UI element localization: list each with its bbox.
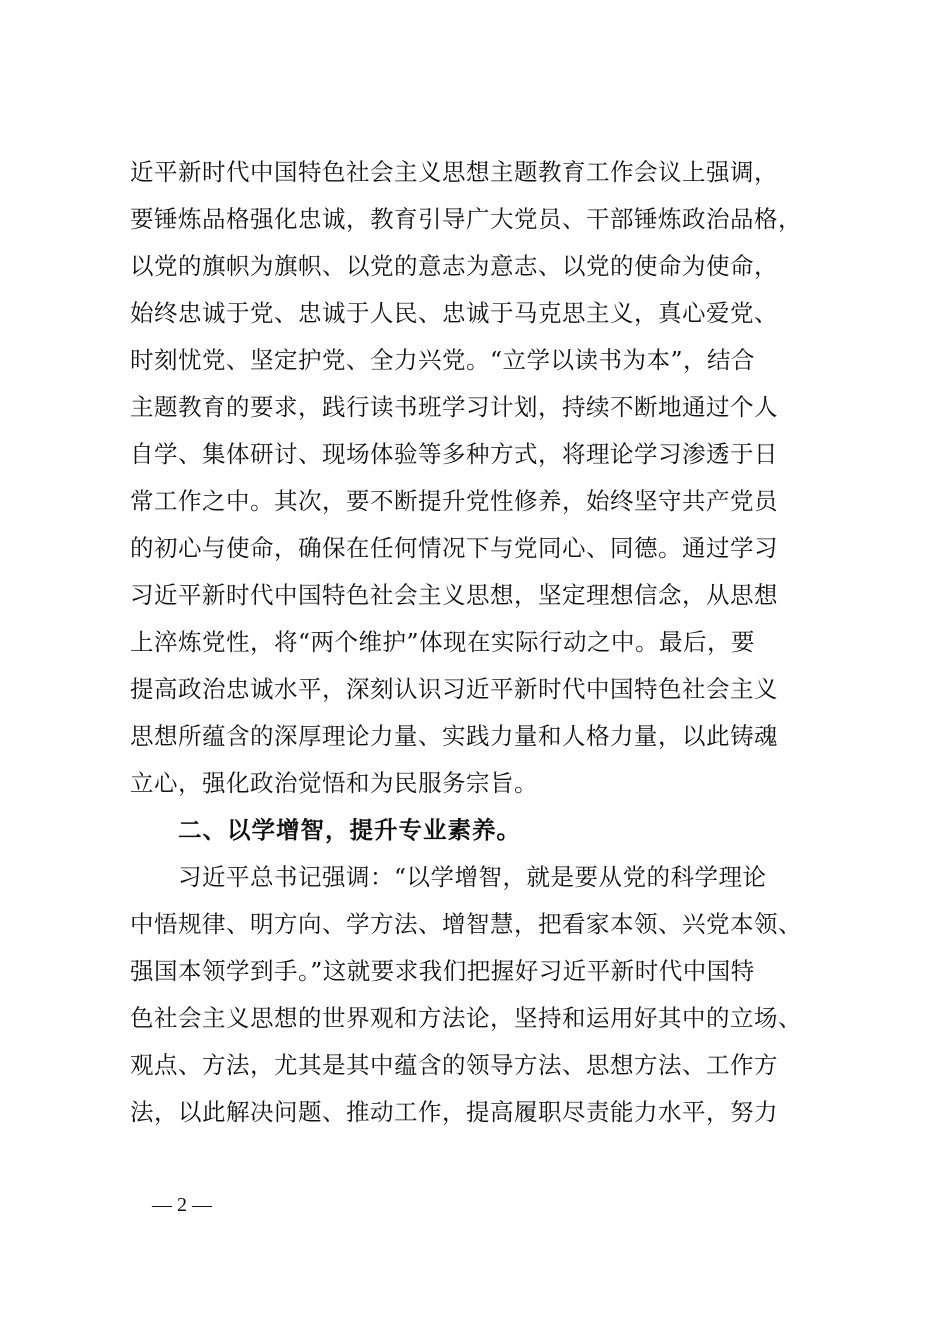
text-line: 提高政治忠诚水平，深刻认识习近平新时代中国特色社会主义	[130, 675, 778, 703]
text-line: 立心，强化政治觉悟和为民服务宗旨。	[130, 769, 538, 797]
text-line: 习近平新时代中国特色社会主义思想，坚定理想信念，从思想	[130, 581, 778, 609]
text-line: 观点、方法，尤其是其中蕴含的领导方法、思想方法、工作方	[130, 1051, 778, 1079]
text-line: 上淬炼党性，将“两个维护”体现在实际行动之中。最后，要	[130, 628, 756, 656]
text-line: 自学、集体研讨、现场体验等多种方式，将理论学习渗透于日	[130, 440, 778, 468]
text-line: 主题教育的要求，践行读书班学习计划，持续不断地通过个人	[130, 393, 778, 421]
text-line: 色社会主义思想的世界观和方法论，坚持和运用好其中的立场、	[130, 1004, 802, 1032]
text-line: 习近平总书记强调：“以学增智，就是要从党的科学理论	[178, 863, 767, 891]
text-line: 中悟规律、明方向、学方法、增智慧，把看家本领、兴党本领、	[130, 910, 802, 938]
text-line: 始终忠诚于党、忠诚于人民、忠诚于马克思主义，真心爱党、	[130, 299, 778, 327]
text-line: 法，以此解决问题、推动工作，提高履职尽责能力水平，努力	[130, 1098, 778, 1126]
text-line: 近平新时代中国特色社会主义思想主题教育工作会议上强调，	[130, 158, 778, 186]
text-line: 以党的旗帜为旗帜、以党的意志为意志、以党的使命为使命，	[130, 252, 778, 280]
page-number: — 2 —	[152, 1194, 212, 1216]
text-line: 的初心与使命，确保在任何情况下与党同心、同德。通过学习	[130, 534, 778, 562]
text-line: 要锤炼品格强化忠诚，教育引导广大党员、干部锤炼政治品格，	[130, 205, 802, 233]
text-line: 常工作之中。其次，要不断提升党性修养，始终坚守共产党员	[130, 487, 778, 515]
section-heading: 二、以学增智，提升专业素养。	[178, 816, 521, 844]
text-line: 思想所蕴含的深厚理论力量、实践力量和人格力量，以此铸魂	[130, 722, 778, 750]
text-line: 时刻忧党、坚定护党、全力兴党。“立学以读书为本”，结合	[130, 346, 756, 374]
text-line: 强国本领学到手。”这就要求我们把握好习近平新时代中国特	[130, 957, 755, 985]
